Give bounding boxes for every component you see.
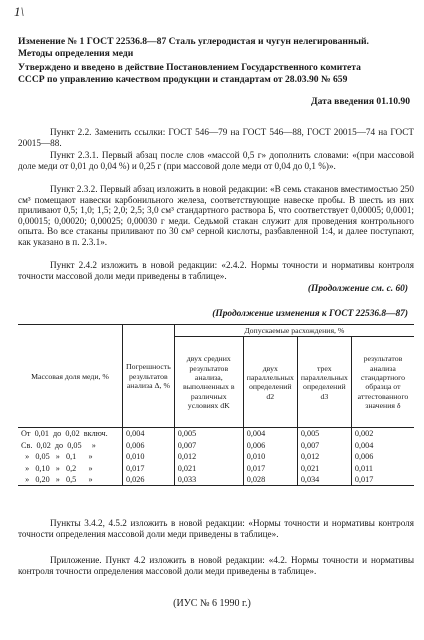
cell-mass: От 0,01 до 0,02 включ. <box>18 428 123 440</box>
approved-line-2: СССР по управлению качеством продукции и стандартам от 28.03.90 № 659 <box>18 73 348 85</box>
effective-date: Дата введения 01.10.90 <box>310 96 410 107</box>
cell-mass: » 0,05 » 0,1 » <box>18 451 123 462</box>
col-mass-fraction: Массовая доля меди, % <box>18 325 123 428</box>
paragraph-2-3-2: Пункт 2.3.2. Первый абзац изложить в новой редакции: «В семь стаканов вместимостью 250 см³ помещают навески карбонильного железа, соответствующие навеске пробы. В шесть из них приливают 0,5; 1,0; 1,5; 2,0; 2,5; 3,0 см³ стандартного раствора Б, что соответствует 0,00005; 0,0001; 0,00015; 0,00020; 0,00025; 0,00030 г меди. Седьмой стакан служит для проведения контрольного опыта. Во все стаканы приливают по 30 см³ серной кислоты, разбавленной 1:4, и далее поступают, как указано в п. 2.3.1». <box>18 184 414 247</box>
col-delta: результатов анализа стандартного образца от аттестованного значения δ <box>351 337 414 428</box>
col-d3: трех параллельных определений d3 <box>297 337 351 428</box>
cell-error: 0,010 <box>123 451 175 462</box>
cell-dk: 0,005 <box>174 428 243 440</box>
cell-mass: » 0,10 » 0,2 » <box>18 463 123 474</box>
continued-note: (Продолжение см. с. 60) <box>307 284 408 294</box>
table-caption: (Продолжение изменения к ГОСТ 22536.8—87) <box>212 309 408 319</box>
table-row <box>18 463 414 474</box>
cell-d3: 0,012 <box>297 451 351 462</box>
title-line-2: Методы определения меди <box>18 47 134 59</box>
col-allowed-discrepancies: Допускаемые расхождения, % <box>174 325 414 337</box>
cell-d2: 0,004 <box>243 428 297 440</box>
cell-error: 0,006 <box>123 440 175 451</box>
col-dk: двух средних результатов анализа, выполненных в различных условиях dK <box>174 337 243 428</box>
col-error: Погрешность результатов анализа Δ, % <box>123 325 175 428</box>
cell-error: 0,004 <box>123 428 175 440</box>
title-line-1: Изменение № 1 ГОСТ 22536.8—87 Сталь углеродистая и чугун нелегированный. <box>18 36 369 47</box>
cell-d3: 0,034 <box>297 474 351 486</box>
cell-dk: 0,021 <box>174 463 243 474</box>
cell-d2: 0,006 <box>243 440 297 451</box>
paragraph-2-3-1: Пункт 2.3.1. Первый абзац после слов «массой 0,5 г» дополнить словами: «(при массовой доле меди от 0,01 до 0,04 %) и 0,25 г (при массовой доле меди от 0,04 до 0,1 %)». <box>18 150 414 171</box>
cell-delta: 0,011 <box>351 463 414 474</box>
cell-delta: 0,004 <box>351 440 414 451</box>
cell-d2: 0,010 <box>243 451 297 462</box>
accuracy-table <box>18 324 414 486</box>
cell-dk: 0,007 <box>174 440 243 451</box>
cell-mass: » 0,20 » 0,5 » <box>18 474 123 486</box>
note-3-4-2: Пункты 3.4.2, 4.5.2 изложить в новой редакции: «Нормы точности и нормативы контроля точности определения массовой доли меди приведены в таблице». <box>18 518 414 539</box>
approved-line-1: Утверждено и введено в действие Постановлением Государственного комитета <box>18 62 361 73</box>
table-row <box>18 474 414 486</box>
cell-d3: 0,005 <box>297 428 351 440</box>
cell-error: 0,026 <box>123 474 175 486</box>
cell-dk: 0,012 <box>174 451 243 462</box>
amendment-title <box>18 36 414 85</box>
cell-d2: 0,017 <box>243 463 297 474</box>
paragraph-2-2: Пункт 2.2. Заменить ссылки: ГОСТ 546—79 на ГОСТ 546—88, ГОСТ 20015—74 на ГОСТ 20015—88. <box>18 127 414 148</box>
cell-delta: 0,006 <box>351 451 414 462</box>
page-mark: 1\ <box>14 4 25 19</box>
table-row <box>18 451 414 462</box>
col-d2: двух параллельных определений d2 <box>243 337 297 428</box>
cell-dk: 0,033 <box>174 474 243 486</box>
note-appendix-4-2: Приложение. Пункт 4.2 изложить в новой редакции: «4.2. Нормы точности и нормативы контроля точности определения массовой доли меди приведены в таблице». <box>18 555 414 576</box>
cell-error: 0,017 <box>123 463 175 474</box>
cell-delta: 0,017 <box>351 474 414 486</box>
cell-d3: 0,007 <box>297 440 351 451</box>
table-row <box>18 428 414 440</box>
cell-d2: 0,028 <box>243 474 297 486</box>
cell-mass: Св. 0,02 до 0,05 » <box>18 440 123 451</box>
paragraph-2-4-2: Пункт 2.4.2 изложить в новой редакции: «2.4.2. Нормы точности и нормативы контроля точности массовой доли меди приведены в таблице». <box>18 260 414 281</box>
cell-d3: 0,021 <box>297 463 351 474</box>
table-row <box>18 440 414 451</box>
ius-reference: (ИУС № 6 1990 г.) <box>173 598 251 609</box>
cell-delta: 0,002 <box>351 428 414 440</box>
